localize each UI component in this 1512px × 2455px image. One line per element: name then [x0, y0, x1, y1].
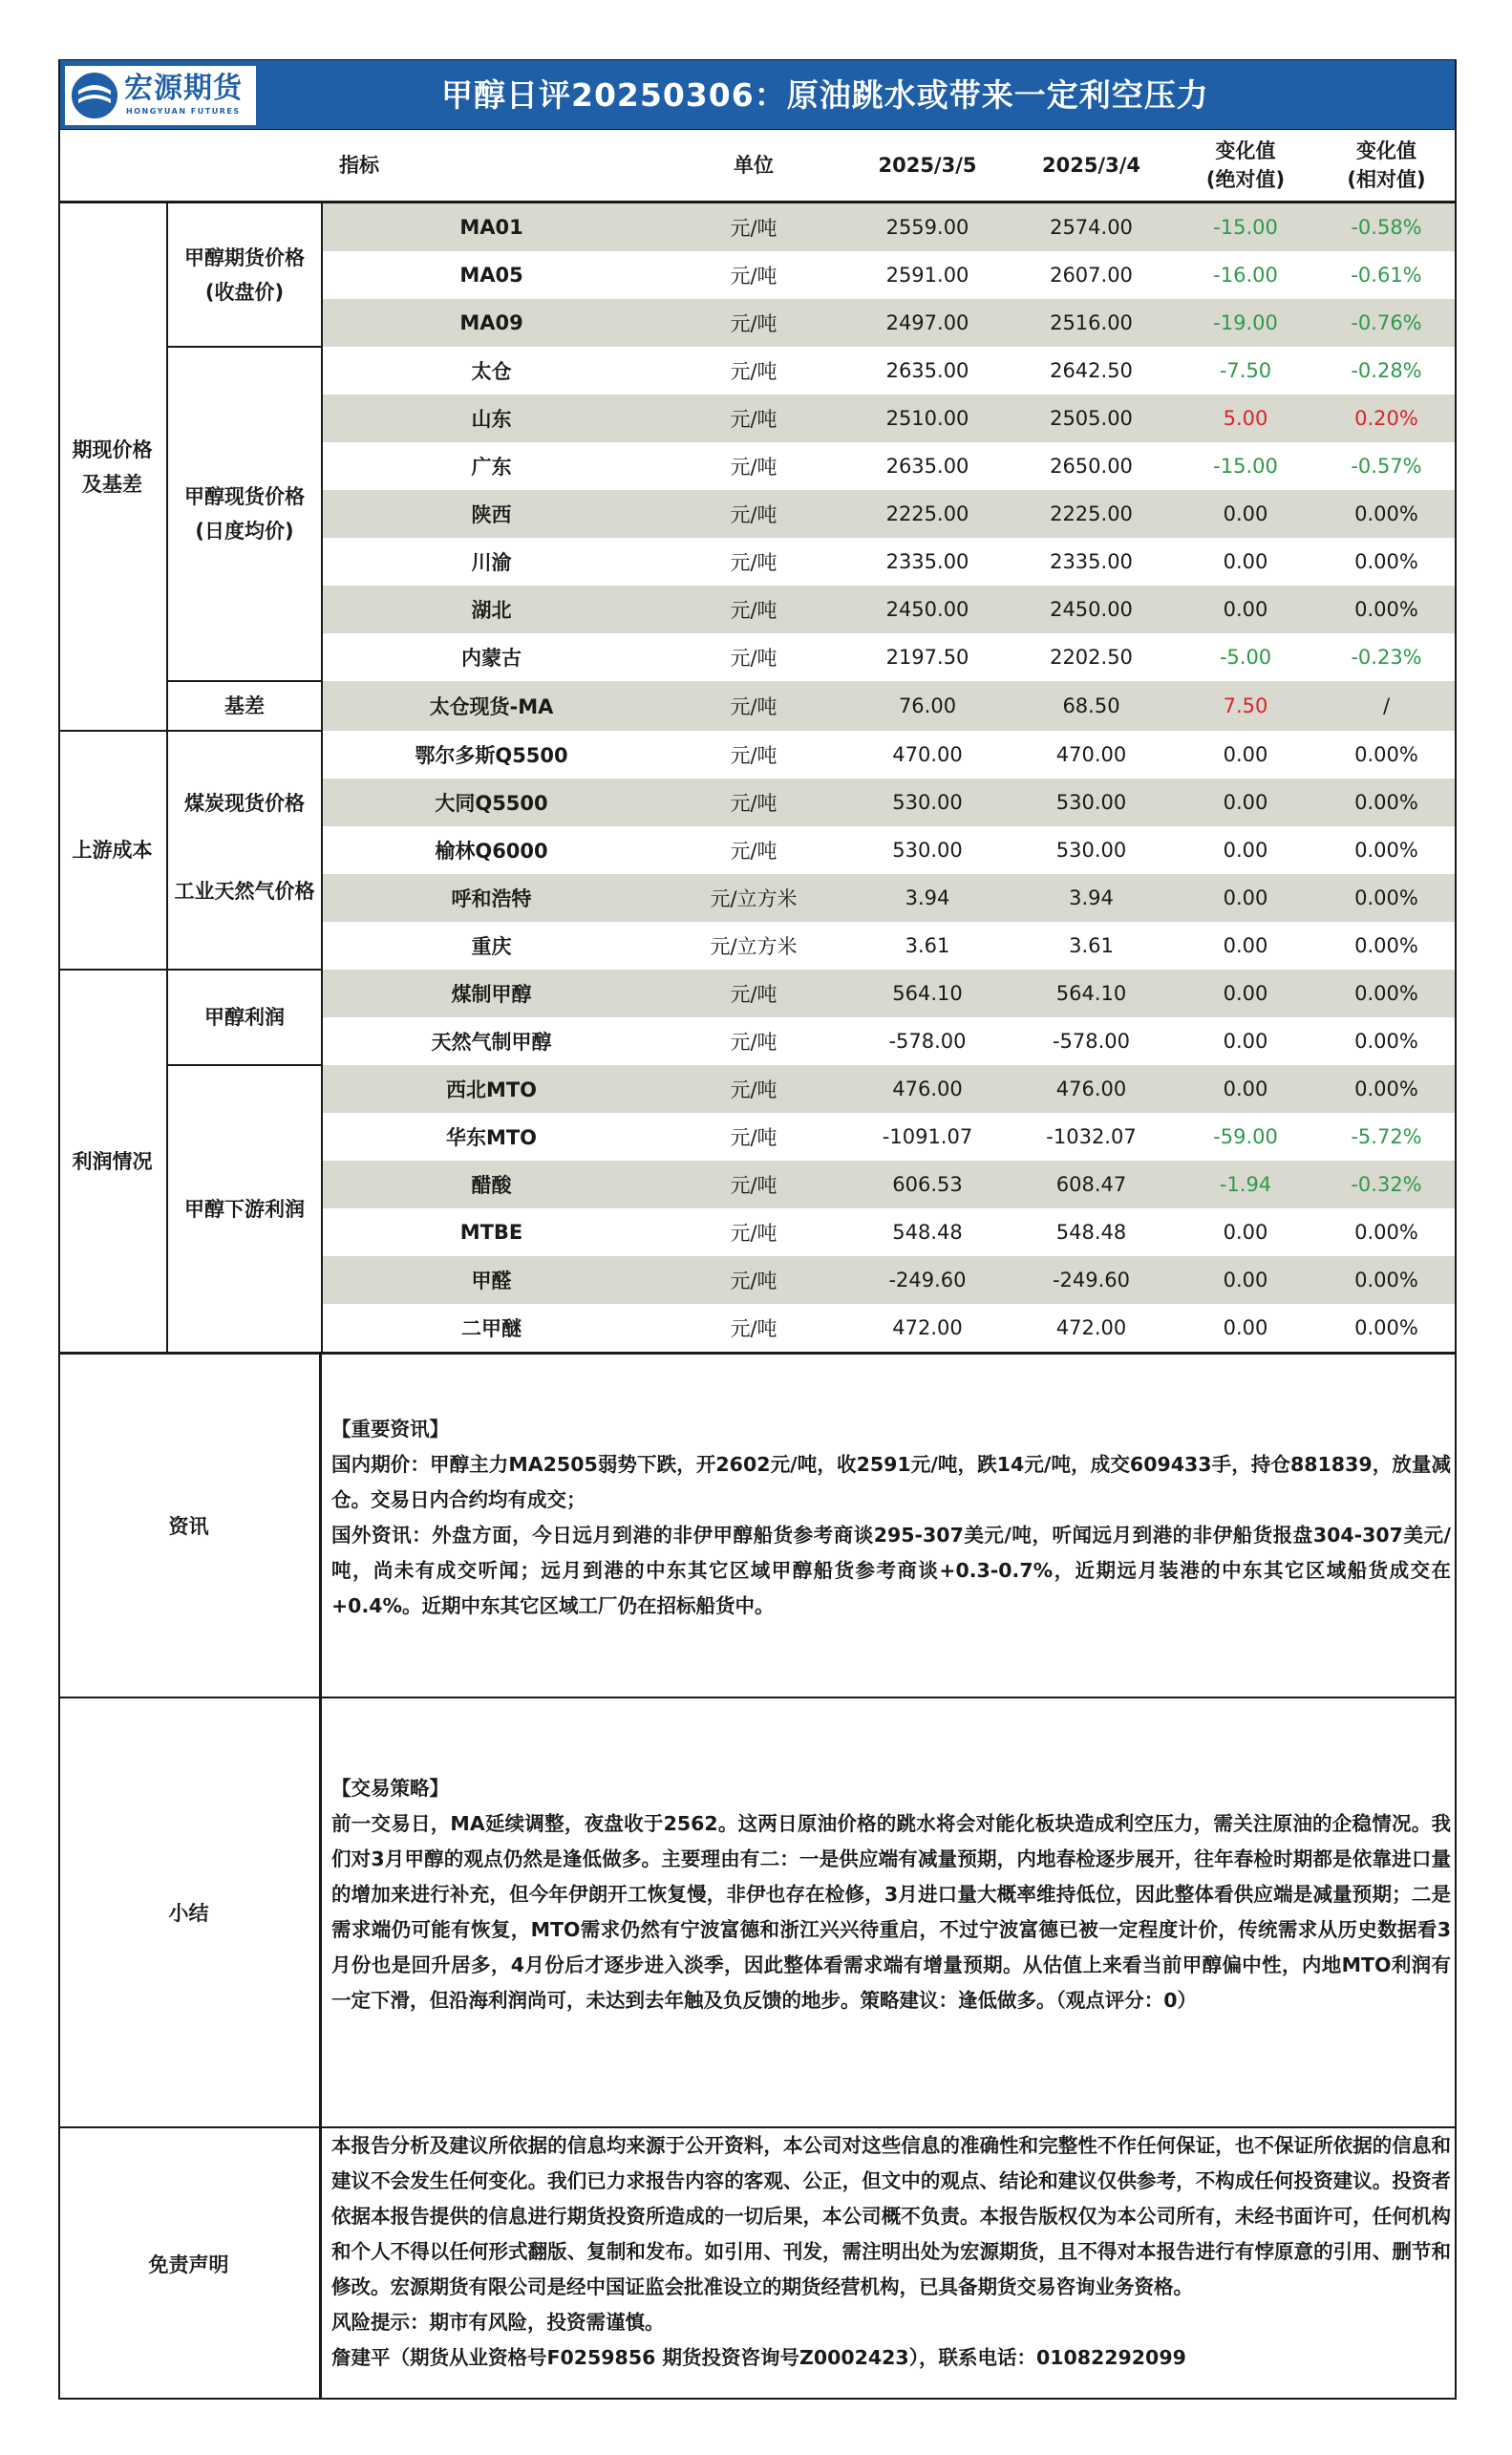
row-value-date1: 2510.00: [847, 395, 1008, 442]
row-rel-change: 0.20%: [1316, 395, 1457, 442]
row-rel-change: 0.00%: [1354, 934, 1418, 957]
row-abs-change: 0.00: [1175, 1256, 1316, 1304]
rel-change-line1: 变化值: [1356, 139, 1416, 162]
row-value-date1: -578.00: [888, 1030, 967, 1053]
company-logo: [65, 66, 256, 125]
col-header-date2: 2025/3/4: [1008, 130, 1175, 203]
row-name: 呼和浩特: [322, 874, 660, 922]
row-value-date2: 2607.00: [1050, 264, 1133, 287]
summary-content: [331, 1771, 1451, 2018]
row-name: 鄂尔多斯Q5500: [415, 744, 568, 767]
news-section: [58, 1353, 1457, 1697]
row-value-date1: 606.53: [847, 1161, 1008, 1208]
row-value-date1: 2225.00: [847, 490, 1008, 538]
row-value-date2: 470.00: [1055, 743, 1127, 766]
row-abs-change: 0.00: [1223, 839, 1268, 862]
row-rel-change: -0.23%: [1351, 646, 1422, 669]
row-rel-change: 0.00%: [1316, 970, 1457, 1017]
row-value-date2: 3.94: [1008, 874, 1175, 922]
row-value-date1: 2635.00: [885, 359, 969, 382]
row-rel-change: -0.61%: [1351, 264, 1422, 287]
row-value-date1: 76.00: [847, 681, 1008, 731]
subsection-gas-price: 工业天然气价格: [167, 874, 322, 970]
section-upstream: 上游成本: [58, 731, 167, 970]
row-abs-change: 0.00: [1175, 779, 1316, 826]
table-row: [58, 347, 1457, 395]
row-value-date2: 2450.00: [1008, 586, 1175, 633]
report-title: 甲醇日评20250306：原油跳水或带来一定利空压力: [441, 76, 1209, 114]
row-value-date2: 476.00: [1008, 1065, 1175, 1113]
news-heading: 【重要资讯】: [331, 1418, 449, 1441]
row-unit: 元/吨: [660, 299, 847, 347]
row-rel-change: -0.76%: [1316, 299, 1457, 347]
col-header-abs-change: [1175, 130, 1316, 203]
section-profit: 利润情况: [58, 970, 167, 1354]
row-rel-change: -5.72%: [1351, 1125, 1422, 1148]
row-abs-change: 7.50: [1175, 681, 1316, 731]
abs-change-line1: 变化值: [1215, 139, 1276, 162]
subsection-spot-price: [167, 347, 322, 681]
row-unit: 元/吨: [730, 744, 777, 767]
row-name: MA05: [459, 264, 523, 287]
row-rel-change: 0.00%: [1354, 839, 1418, 862]
row-unit: 元/吨: [660, 1256, 847, 1304]
row-value-date2: 564.10: [1008, 970, 1175, 1017]
row-abs-change: 0.00: [1223, 550, 1268, 573]
row-value-date2: 548.48: [1055, 1221, 1127, 1244]
row-name: 醋酸: [322, 1161, 660, 1208]
row-unit: 元/吨: [660, 681, 847, 731]
disclaimer-label: 免责声明: [58, 2128, 322, 2400]
row-name: 二甲醚: [461, 1317, 522, 1340]
row-value-date2: 530.00: [1008, 779, 1175, 826]
row-value-date2: -1032.07: [1046, 1125, 1137, 1148]
row-rel-change: -0.28%: [1351, 359, 1422, 382]
title-bar: [58, 59, 1457, 130]
row-value-date2: -249.60: [1008, 1256, 1175, 1304]
daily-report-sheet: [58, 59, 1457, 2400]
row-rel-change: 0.00%: [1316, 779, 1457, 826]
disclaimer-content: [331, 2128, 1451, 2376]
news-content: [331, 1412, 1451, 1624]
row-abs-change: 0.00: [1223, 1221, 1268, 1244]
subsection-futures-price: [167, 203, 322, 348]
row-abs-change: -7.50: [1219, 359, 1272, 382]
row-value-date1: 2335.00: [885, 550, 969, 573]
row-unit: 元/立方米: [660, 874, 847, 922]
row-unit: 元/吨: [660, 490, 847, 538]
row-value-date2: 2225.00: [1008, 490, 1175, 538]
row-abs-change: -15.00: [1213, 455, 1278, 478]
row-rel-change: 0.00%: [1354, 743, 1418, 766]
logo-chinese-text: 宏源期货: [124, 72, 243, 105]
row-value-date2: 3.61: [1069, 934, 1114, 957]
rel-change-line2: (相对值): [1347, 168, 1426, 191]
row-name: 山东: [322, 395, 660, 442]
row-abs-change: 0.00: [1223, 934, 1268, 957]
row-abs-change: -5.00: [1219, 646, 1272, 669]
row-rel-change: -0.58%: [1316, 203, 1457, 252]
row-rel-change: 0.00%: [1354, 1030, 1418, 1053]
row-abs-change: 0.00: [1223, 1030, 1268, 1053]
row-rel-change: 0.00%: [1316, 1065, 1457, 1113]
col-header-rel-change: [1316, 130, 1457, 203]
table-row: [58, 681, 1457, 731]
row-abs-change: 0.00: [1223, 743, 1268, 766]
row-value-date2: 2202.50: [1050, 646, 1133, 669]
summary-section: [58, 1697, 1457, 2126]
row-abs-change: 0.00: [1175, 970, 1316, 1017]
row-name: 榆林Q6000: [435, 840, 548, 863]
row-value-date1: 564.10: [847, 970, 1008, 1017]
row-name: MA09: [322, 299, 660, 347]
row-value-date1: 3.61: [905, 934, 950, 957]
row-unit: 元/吨: [730, 840, 777, 863]
row-unit: 元/吨: [730, 265, 777, 288]
row-value-date1: 2591.00: [885, 264, 969, 287]
row-abs-change: 0.00: [1223, 1316, 1268, 1339]
row-name: MTBE: [459, 1221, 523, 1244]
col-header-unit: 单位: [660, 130, 847, 203]
row-unit: 元/吨: [660, 395, 847, 442]
row-value-date1: 2559.00: [847, 203, 1008, 252]
subsection-downstream-profit: 甲醇下游利润: [167, 1065, 322, 1354]
col-header-date1: 2025/3/5: [847, 130, 1008, 203]
row-value-date1: 472.00: [892, 1316, 963, 1339]
logo-english-text: HONGYUAN FUTURES: [126, 107, 241, 116]
subsection-methanol-profit: 甲醇利润: [167, 970, 322, 1065]
row-rel-change: 0.00%: [1354, 550, 1418, 573]
row-rel-change: 0.00%: [1316, 874, 1457, 922]
row-name: 内蒙古: [461, 647, 522, 670]
subsection-basis: 基差: [167, 681, 322, 731]
row-value-date1: 530.00: [892, 839, 963, 862]
row-unit: 元/吨: [730, 360, 777, 383]
row-value-date2: 608.47: [1008, 1161, 1175, 1208]
summary-label: 小结: [58, 1698, 322, 2126]
row-rel-change: 0.00%: [1316, 1256, 1457, 1304]
row-rel-change: 0.00%: [1316, 490, 1457, 538]
row-name: 太仓现货-MA: [322, 681, 660, 731]
row-rel-change: -0.32%: [1316, 1161, 1457, 1208]
row-unit: 元/立方米: [710, 935, 798, 958]
news-overseas-paragraph: 国外资讯：外盘方面，今日远月到港的非伊甲醇船货参考商谈295-307美元/吨，听闻远月到港的非伊船货报盘304-307美元/吨，尚未有成交听闻；远月到港的中东其它区域甲醇船货参考商谈+0.3-0.7%，近期远月装港的中东其它区域船货成交在+0.4%。近期中东其它区域工厂仍在招标船货中。: [331, 1524, 1451, 1617]
row-value-date2: 2650.00: [1050, 455, 1133, 478]
row-unit: 元/吨: [730, 1126, 777, 1149]
row-abs-change: 0.00: [1175, 874, 1316, 922]
row-unit: 元/吨: [730, 456, 777, 479]
summary-strategy-paragraph: 前一交易日，MA延续调整，夜盘收于2562。这两日原油价格的跳水将会对能化板块造成利空压力，需关注原油的企稳情况。我们对3月甲醇的观点仍然是逢低做多。主要理由有二：一是供应端有减量预期，内地春检逐步展开，往年春检时期都是依靠进口量的增加来进行补充，但今年伊朗开工恢复慢，非伊也存在检修，3月进口量大概率维持低位，因此整体看供应端是减量预期；二是需求端仍可能有恢复，MTO需求仍然有宁波富德和浙江兴兴待重启，不过宁波富德已被一定程度计价，传统需求从历史数据看3月份也是回升居多，4月份后才逐步进入淡季，因此整体看需求端有增量预期。从估值上来看当前甲醇偏中性，内地MTO利润有一定下滑，但沿海利润尚可，未达到去年触及负反馈的地步。策略建议：逢低做多。（观点评分：0）: [331, 1812, 1451, 2012]
row-value-date1: 2497.00: [847, 299, 1008, 347]
row-value-date1: 3.94: [847, 874, 1008, 922]
row-unit: 元/吨: [730, 551, 777, 574]
table-row: [58, 731, 1457, 779]
row-abs-change: 0.00: [1175, 1065, 1316, 1113]
row-value-date2: -578.00: [1052, 1030, 1131, 1053]
row-unit: 元/吨: [660, 203, 847, 252]
row-abs-change: 0.00: [1175, 586, 1316, 633]
table-row: [58, 970, 1457, 1017]
section-futures-spot: [58, 203, 167, 732]
logo-icon: [71, 72, 118, 119]
disclaimer-section: [58, 2126, 1457, 2400]
row-abs-change: -59.00: [1213, 1125, 1278, 1148]
row-rel-change: /: [1316, 681, 1457, 731]
disclaimer-paragraph: 本报告分析及建议所依据的信息均来源于公开资料，本公司对这些信息的准确性和完整性不作任何保证，也不保证所依据的信息和建议不会发生任何变化。我们已力求报告内容的客观、公正，但文中的观点、结论和建议仅供参考，不构成任何投资建议。投资者依据本报告提供的信息进行期货投资所造成的一切后果，本公司概不负责。本报告版权仅为本公司所有，未经书面许可，任何机构和个人不得以任何形式翻版、复制和发布。如引用、刊发，需注明出处为宏源期货，且不得对本报告进行有悖原意的引用、删节和修改。宏源期货有限公司是经中国证监会批准设立的期货经营机构，已具备期货交易咨询业务资格。: [331, 2134, 1451, 2298]
row-unit: 元/吨: [660, 1161, 847, 1208]
analyst-contact: 詹建平（期货从业资格号F0259856 期货投资咨询号Z0002423），联系电话：01082292099: [331, 2346, 1186, 2369]
news-domestic-paragraph: 国内期价：甲醇主力MA2505弱势下跌，开2602元/吨，收2591元/吨，跌14元/吨，成交609433手，持仓881839，放量减仓。交易日内合约均有成交；: [331, 1453, 1451, 1511]
row-value-date2: 2335.00: [1050, 550, 1133, 573]
row-rel-change: 0.00%: [1316, 586, 1457, 633]
row-value-date2: 472.00: [1055, 1316, 1127, 1339]
row-unit: 元/吨: [660, 779, 847, 826]
row-abs-change: 5.00: [1175, 395, 1316, 442]
row-value-date1: 2450.00: [847, 586, 1008, 633]
row-name: 甲醛: [322, 1256, 660, 1304]
row-rel-change: -0.57%: [1351, 455, 1422, 478]
row-value-date2: 530.00: [1055, 839, 1127, 862]
row-value-date2: 2516.00: [1008, 299, 1175, 347]
row-value-date1: 2635.00: [885, 455, 969, 478]
row-name: 天然气制甲醇: [431, 1031, 552, 1054]
row-value-date2: 2574.00: [1008, 203, 1175, 252]
row-name: 煤制甲醇: [322, 970, 660, 1017]
row-unit: 元/吨: [660, 1065, 847, 1113]
row-unit: 元/吨: [730, 1317, 777, 1340]
row-value-date1: 548.48: [892, 1221, 963, 1244]
table-row: [58, 203, 1457, 252]
table-header-row: [58, 130, 1457, 203]
section-label: 期现价格及基差: [72, 438, 153, 496]
news-label: 资讯: [58, 1355, 322, 1697]
row-value-date2: 68.50: [1008, 681, 1175, 731]
row-unit: 元/吨: [660, 970, 847, 1017]
row-value-date1: 2197.50: [885, 646, 969, 669]
row-value-date1: 476.00: [847, 1065, 1008, 1113]
row-value-date1: 530.00: [847, 779, 1008, 826]
row-name: 广东: [471, 456, 512, 479]
row-unit: 元/吨: [730, 647, 777, 670]
row-name: MA01: [322, 203, 660, 252]
abs-change-line2: (绝对值): [1205, 168, 1286, 191]
row-unit: 元/吨: [730, 1222, 777, 1245]
summary-heading: 【交易策略】: [331, 1777, 449, 1800]
col-header-indicator: 指标: [58, 130, 660, 203]
subsection-label: 甲醇现货价格(日度均价): [184, 485, 305, 543]
row-unit: 元/吨: [660, 586, 847, 633]
row-name: 大同Q5500: [322, 779, 660, 826]
row-value-date1: -1091.07: [882, 1125, 973, 1148]
row-name: 重庆: [471, 935, 512, 958]
row-name: 陕西: [322, 490, 660, 538]
row-rel-change: 0.00%: [1354, 1221, 1418, 1244]
row-abs-change: -19.00: [1175, 299, 1316, 347]
row-value-date1: 470.00: [892, 743, 963, 766]
row-name: 华东MTO: [445, 1126, 538, 1149]
row-abs-change: 0.00: [1175, 490, 1316, 538]
row-value-date2: 2505.00: [1008, 395, 1175, 442]
indicator-table: [58, 130, 1457, 1355]
row-abs-change: -15.00: [1175, 203, 1316, 252]
row-abs-change: -16.00: [1213, 264, 1278, 287]
row-abs-change: -1.94: [1175, 1161, 1316, 1208]
subsection-label: 甲醇期货价格(收盘价): [184, 246, 305, 304]
row-name: 西北MTO: [322, 1065, 660, 1113]
row-unit: 元/吨: [730, 1031, 777, 1054]
risk-warning: 风险提示：期市有风险，投资需谨慎。: [331, 2311, 665, 2334]
row-value-date2: 2642.50: [1050, 359, 1133, 382]
row-rel-change: 0.00%: [1354, 1316, 1418, 1339]
row-name: 川渝: [471, 551, 512, 574]
row-value-date1: -249.60: [847, 1256, 1008, 1304]
row-name: 湖北: [322, 586, 660, 633]
row-name: 太仓: [471, 360, 512, 383]
table-row: [58, 874, 1457, 922]
table-row: [58, 1065, 1457, 1113]
subsection-coal-price: 煤炭现货价格: [167, 731, 322, 874]
